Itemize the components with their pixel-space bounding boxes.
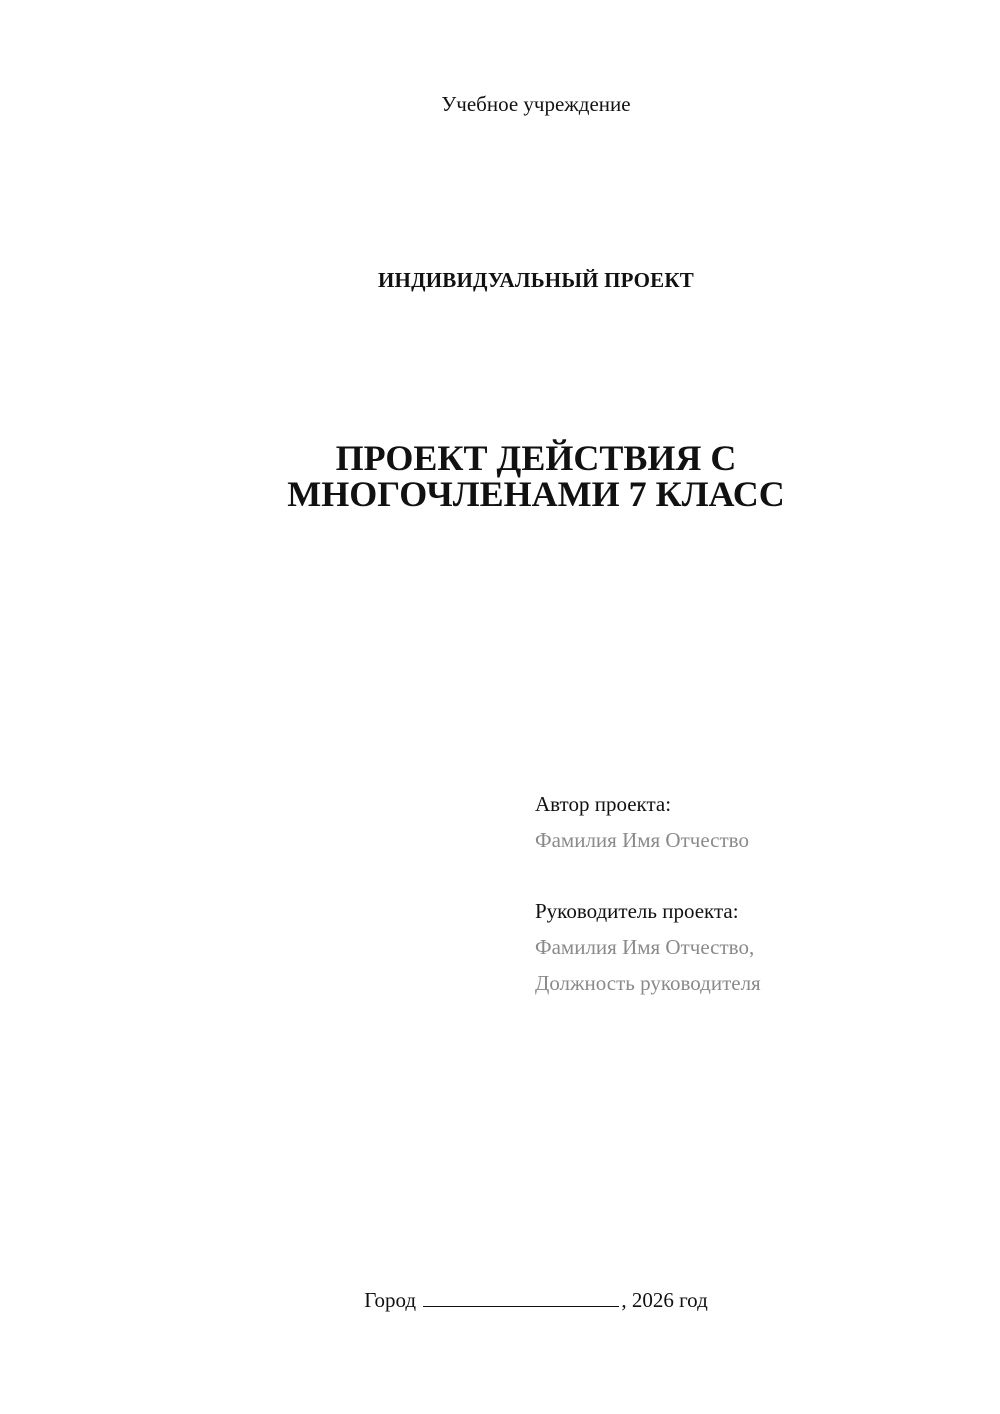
city-blank-line	[423, 1288, 619, 1307]
project-title-line-1: ПРОЕКТ ДЕЙСТВИЯ С	[335, 438, 737, 478]
supervisor-position: Должность руководителя	[535, 971, 761, 995]
project-type-heading: ИНДИВИДУАЛЬНЫЙ ПРОЕКТ	[378, 268, 694, 292]
project-title	[0, 440, 1000, 512]
supervisor-name: Фамилия Имя Отчество,	[535, 935, 755, 959]
supervisor-block	[535, 893, 761, 1001]
institution-name: Учебное учреждение	[441, 92, 631, 116]
author-label: Автор проекта:	[535, 792, 672, 816]
footer-city-year	[0, 1288, 1000, 1313]
supervisor-label: Руководитель проекта:	[535, 899, 739, 923]
year-text: , 2026 год	[621, 1288, 708, 1312]
city-label: Город	[364, 1288, 417, 1312]
author-block	[535, 786, 749, 858]
project-title-line-2: МНОГОЧЛЕНАМИ 7 КЛАСС	[287, 474, 785, 514]
author-name: Фамилия Имя Отчество	[535, 828, 749, 852]
